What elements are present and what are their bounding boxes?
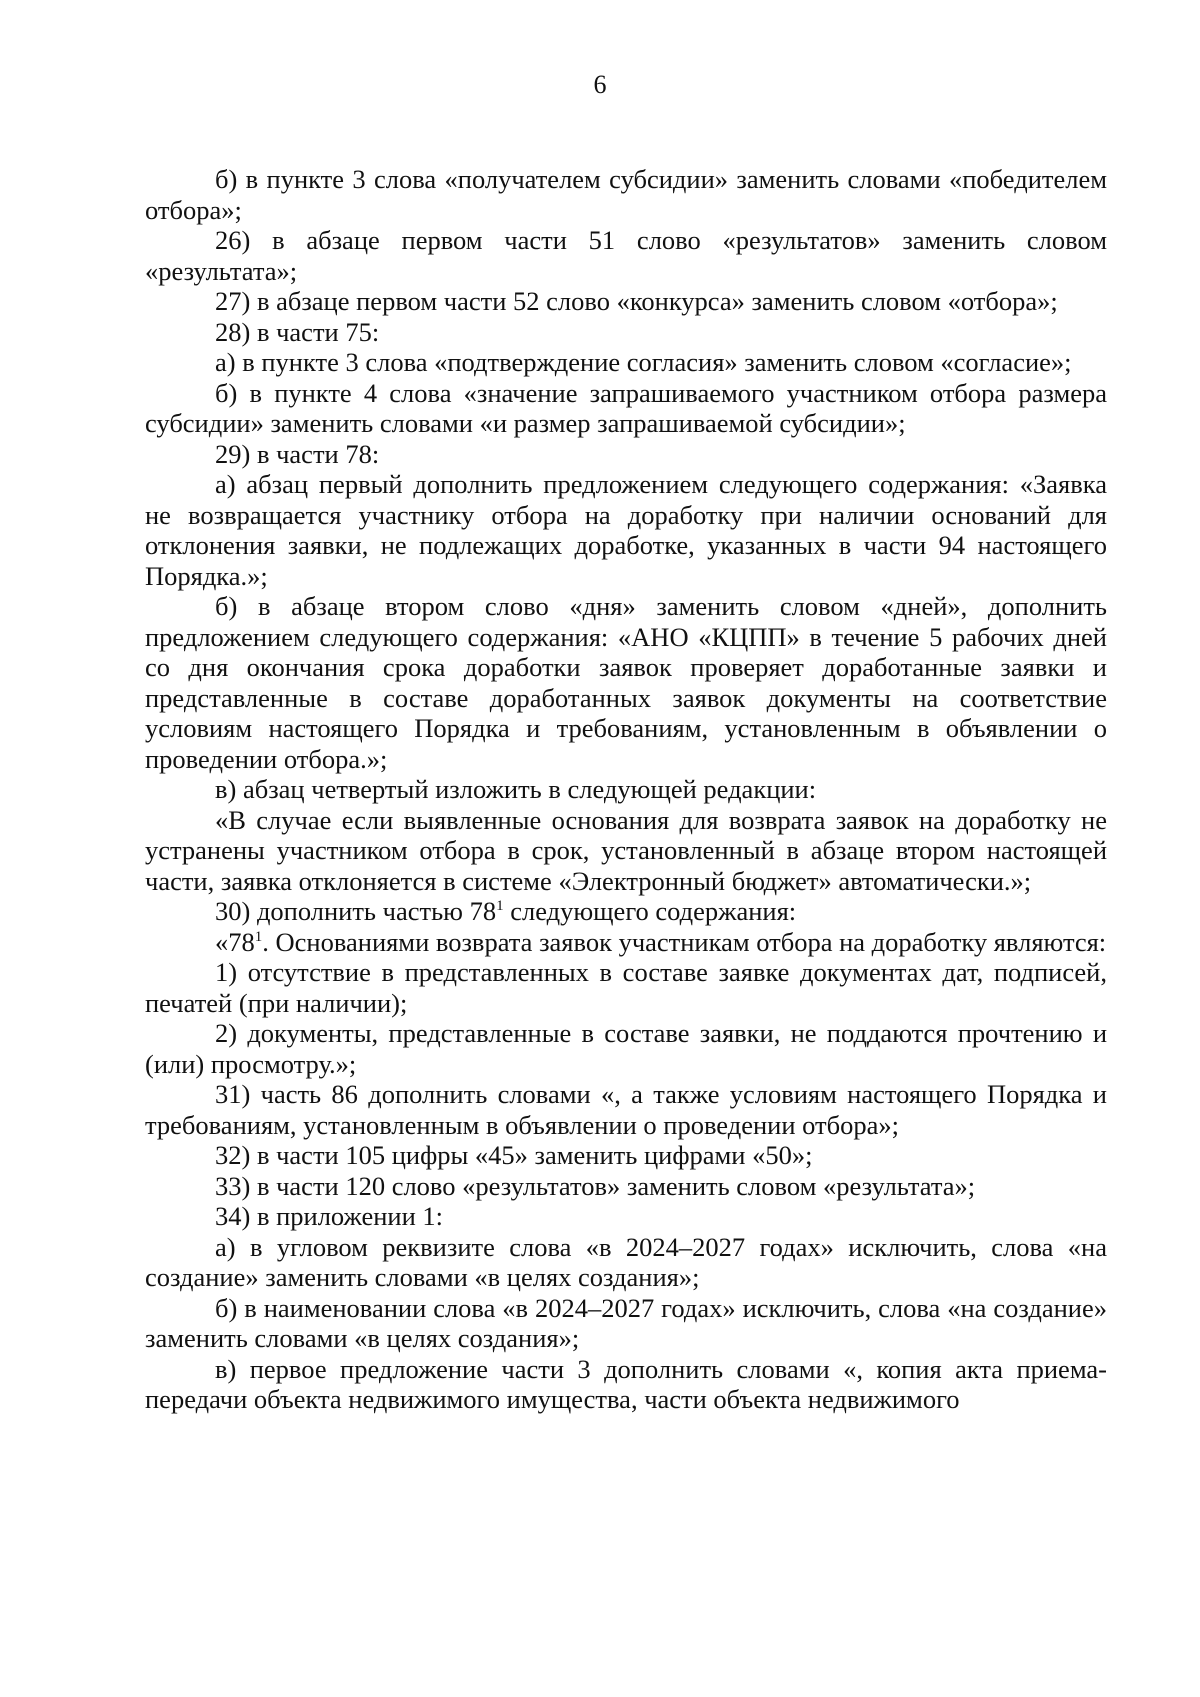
paragraph-text: следующего содержания: (503, 896, 797, 926)
paragraph: 33) в части 120 слово «результатов» заменить словом «результата»; (215, 1170, 976, 1201)
paragraph: 29) в части 78: (215, 438, 380, 469)
paragraph (145, 927, 1107, 958)
paragraph: б) в наименовании слова «в 2024–2027 годах» исключить, слова «на создание» заменить словами «в целях создания»; (145, 1292, 1107, 1353)
paragraph: а) абзац первый дополнить предложением следующего содержания: «Заявка не возвращается участнику отбора на доработку при наличии оснований для отклонения заявки, не подлежащих доработке, указанных в части 94 настоящего Порядка.»; (145, 469, 1107, 591)
paragraph: 32) в части 105 цифры «45» заменить цифрами «50»; (215, 1140, 813, 1170)
paragraph-text: 30) дополнить частью 78 (215, 896, 497, 926)
paragraph: «В случае если выявленные основания для возврата заявок на доработку не устранены участником отбора в срок, установленный в абзаце втором настоящей части, заявка отклоняется в системе «Электронный бюджет» автоматически.»; (145, 804, 1107, 896)
paragraph: 2) документы, представленные в составе заявки, не поддаются прочтению и (или) просмотру.»; (145, 1018, 1107, 1079)
paragraph: в) абзац четвертый изложить в следующей редакции: (215, 774, 817, 804)
superscript: 1 (496, 898, 504, 915)
paragraph: б) в пункте 4 слова «значение запрашиваемого участником отбора размера субсидии» заменить словами «и размер запрашиваемой субсидии»; (145, 377, 1107, 438)
paragraph: б) в пункте 3 слова «получателем субсидии» заменить словами «победителем отбора»; (145, 164, 1107, 225)
paragraph: 1) отсутствие в представленных в составе заявке документах дат, подписей, печатей (при наличии); (145, 957, 1107, 1018)
page-number: 6 (593, 70, 607, 99)
paragraph-text: «78 (215, 926, 255, 957)
paragraph: 31) часть 86 дополнить словами «, а также условиям настоящего Порядка и требованиям, установленным в объявлении о проведении отбора»; (145, 1079, 1107, 1140)
paragraph: 26) в абзаце первом части 51 слово «результатов» заменить словом «результата»; (145, 225, 1107, 286)
paragraph: 28) в части 75: (215, 316, 380, 347)
paragraph: а) в угловом реквизите слова «в 2024–2027 годах» исключить, слова «на создание» заменить словами «в целях создания»; (145, 1231, 1107, 1292)
paragraph: б) в абзаце втором слово «дня» заменить словом «дней», дополнить предложением следующего содержания: «АНО «КЦПП» в течение 5 рабочих дней со дня окончания срока доработки заявок проверяет доработанные заявки и представленные в составе доработанных заявок документы на соответствие условиям настоящего Порядка и требованиям, установленным в объявлении о проведении отбора.»; (145, 591, 1107, 774)
paragraph: 27) в абзаце первом части 52 слово «конкурса» заменить словом «отбора»; (215, 286, 1058, 316)
paragraph: 34) в приложении 1: (215, 1201, 444, 1231)
paragraph (145, 896, 1107, 927)
paragraph-text: . Основаниями возврата заявок участникам отбора на доработку являются: (262, 926, 1107, 957)
paragraph: а) в пункте 3 слова «подтверждение согласия» заменить словом «согласие»; (215, 347, 1072, 377)
superscript: 1 (254, 928, 263, 945)
document-body (145, 164, 1107, 1415)
paragraph: в) первое предложение части 3 дополнить словами «, копия акта приема-передачи объекта недвижимого имущества, части объекта недвижимого (145, 1353, 1107, 1414)
